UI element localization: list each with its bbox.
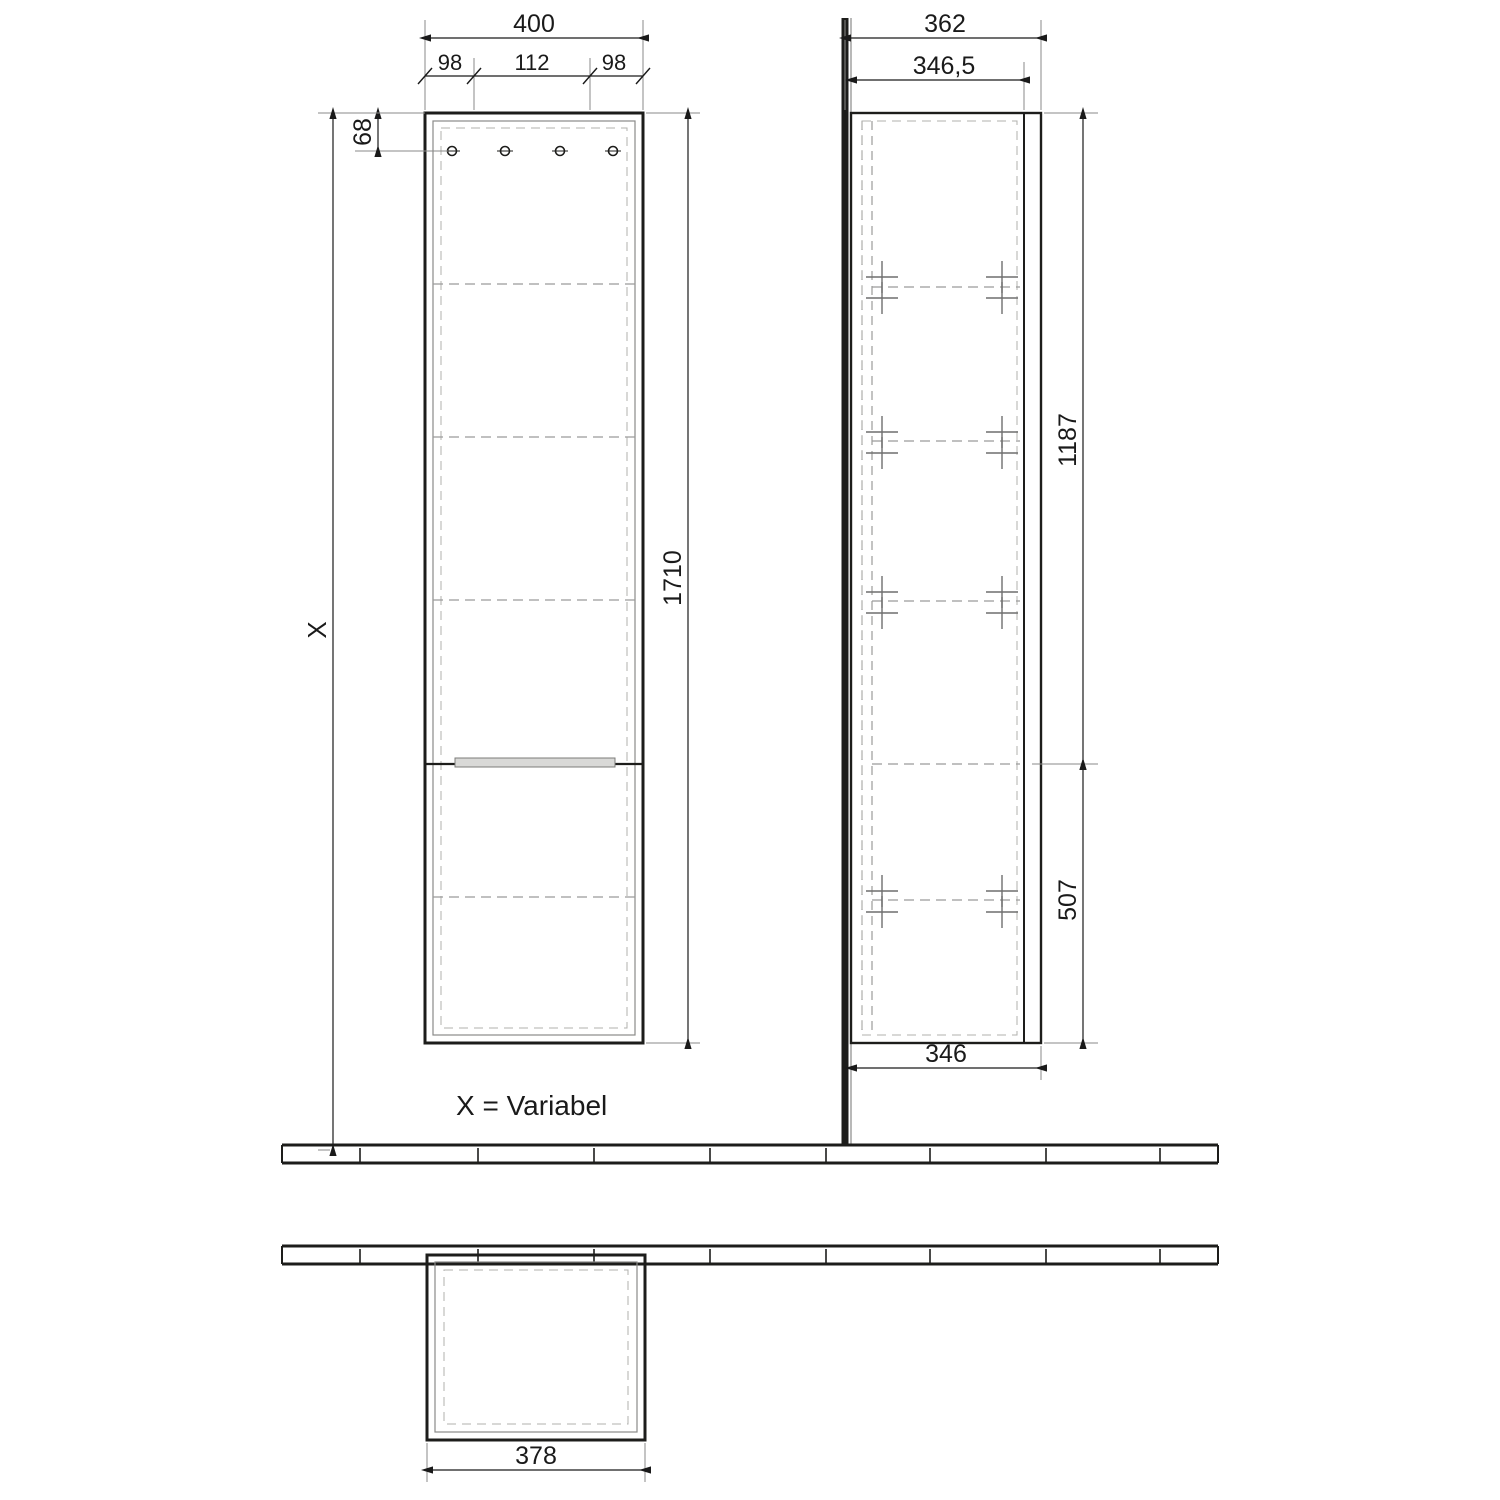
dim-front-segment-left: 98 [437,50,463,75]
plan-dimensions [427,1442,645,1482]
dim-plan-width: 378 [515,1442,557,1470]
dim-front-segment-right: 98 [601,50,627,75]
dim-side-inner-depth: 346,5 [912,52,976,80]
front-elevation [425,113,643,1043]
front-dimensions [302,10,700,1150]
side-dimensions [845,10,1098,1080]
mounting-hole-marks [444,147,621,156]
dim-side-lower-section: 507 [1054,879,1082,921]
side-elevation [845,18,1041,1145]
wall-hatch-upper [282,1145,1218,1163]
dim-front-variable-height: X [302,621,332,639]
dim-front-top-offset: 68 [349,118,377,146]
dim-side-total-depth: 362 [924,10,966,38]
dim-side-door-depth: 346 [925,1040,967,1068]
dim-side-upper-section: 1187 [1054,413,1082,467]
dim-front-segment-middle: 112 [514,50,550,75]
dim-front-total-width: 400 [513,10,555,38]
dim-front-total-height: 1710 [659,550,687,606]
note-block [456,1090,607,1121]
hinge-cross-marks [866,261,1018,928]
note-variable: X = Variabel [456,1090,608,1121]
wall-hatch-lower [282,1246,1218,1264]
plan-section [427,1255,645,1440]
